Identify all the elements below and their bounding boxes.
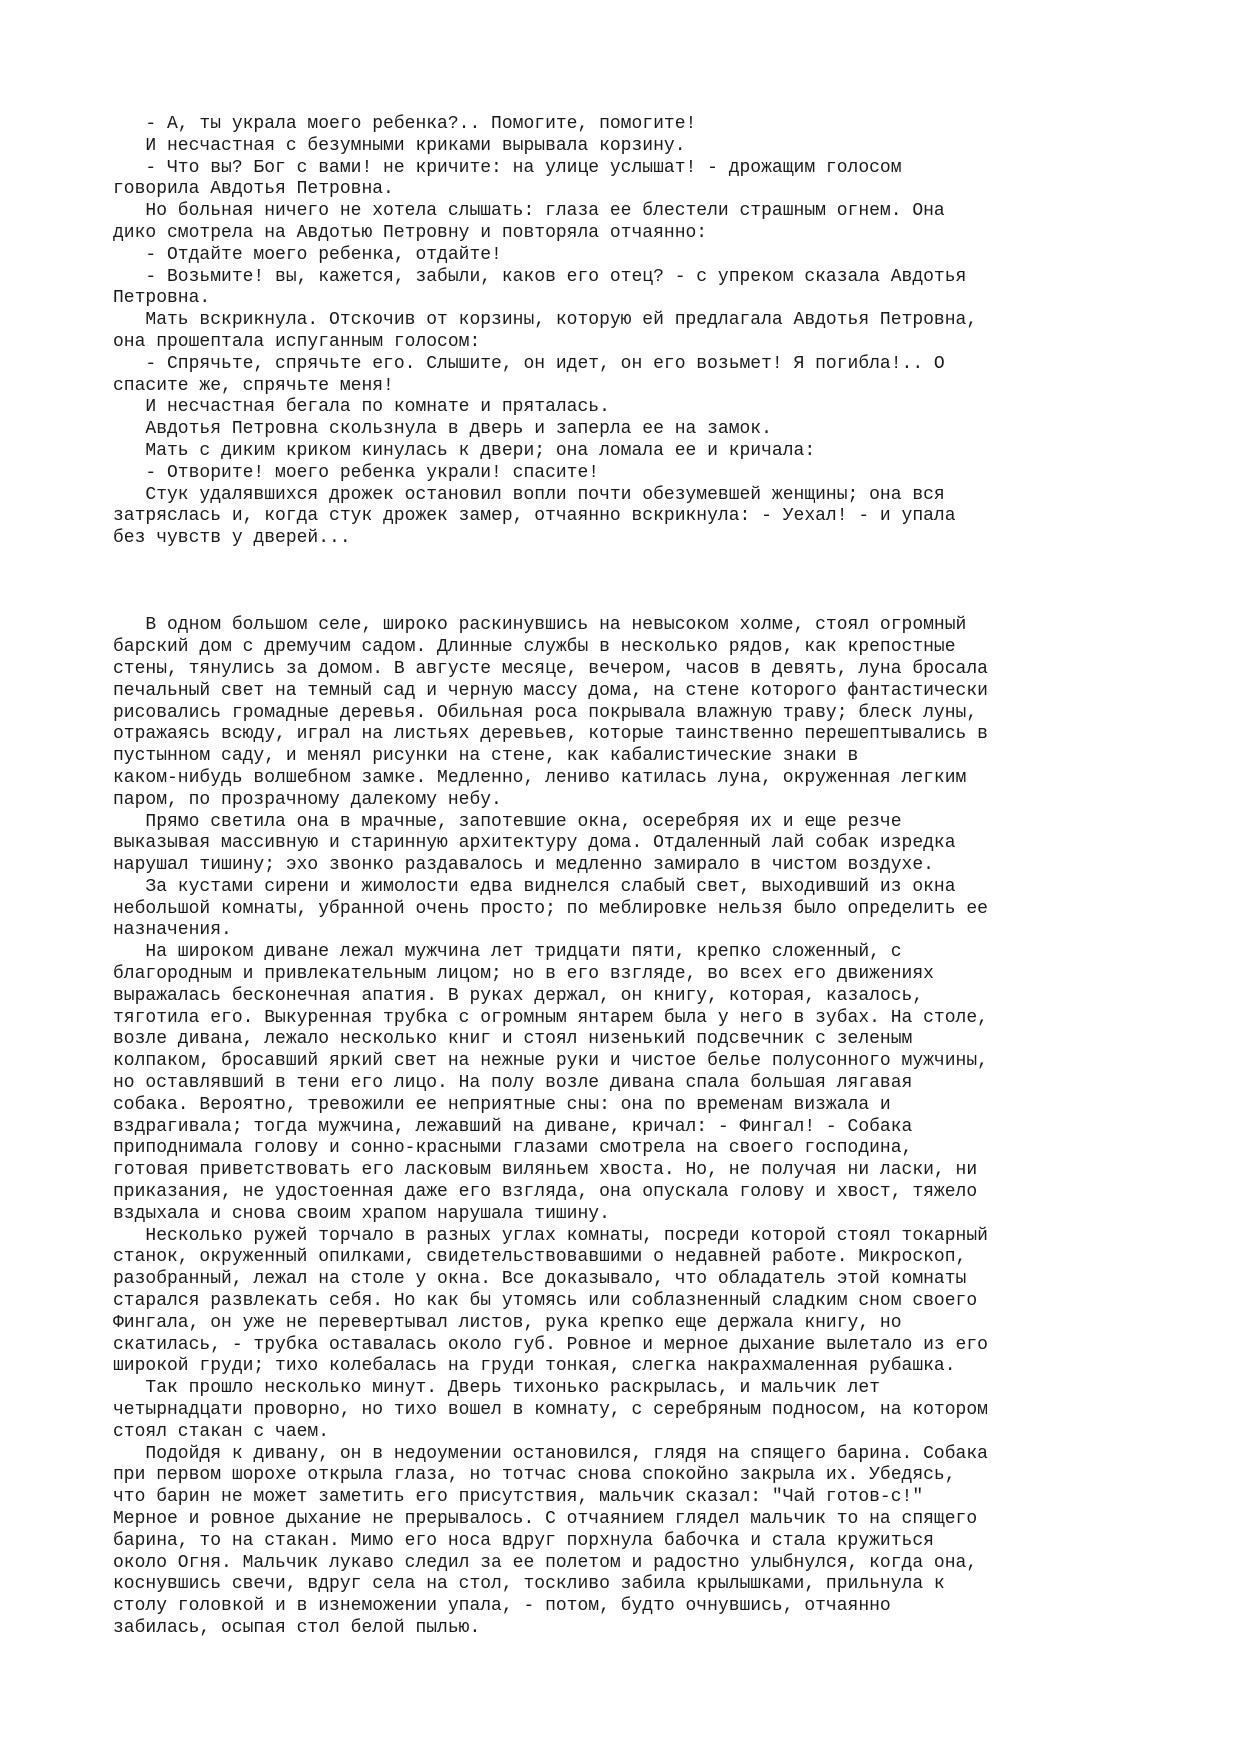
text-line: отражаясь всюду, играл на листьях деревьев, которые таинственно перешептывались в bbox=[113, 724, 988, 745]
text-line: Фингала, он уже не перевертывал листов, рука крепко еще держала книгу, но bbox=[113, 1312, 902, 1333]
text-line: - Спрячьте, спрячьте его. Слышите, он идет, он его возьмет! Я погибла!.. О bbox=[113, 353, 945, 374]
text-line: пустынном саду, и менял рисунки на стене, как кабалистические знаки в bbox=[113, 746, 859, 767]
text-line: приподнимала голову и сонно-красными глазами смотрела на своего господина, bbox=[113, 1138, 913, 1159]
text-section-1 bbox=[113, 114, 1173, 550]
text-line: приказания, не удостоенная даже его взгляда, она опускала голову и хвост, тяжело bbox=[113, 1182, 978, 1203]
text-line: около Огня. Мальчик лукаво следил за ее полетом и радостно улыбнулся, когда она, bbox=[113, 1552, 978, 1573]
text-line: вздыхала и снова своим храпом нарушала тишину. bbox=[113, 1203, 610, 1224]
text-line: Прямо светила она в мрачные, запотевшие окна, осеребряя их и еще резче bbox=[113, 811, 902, 832]
text-line: - Что вы? Бог с вами! не кричите: на улице услышат! - дрожащим голосом bbox=[113, 157, 902, 178]
text-line: она прошептала испуганным голосом: bbox=[113, 331, 481, 352]
text-line: стены, тянулись за домом. В августе месяце, вечером, часов в девять, луна бросала bbox=[113, 658, 988, 679]
text-line: благородным и привлекательным лицом; но в его взгляде, во всех его движениях bbox=[113, 964, 934, 985]
text-line: Стук удалявшихся дрожек остановил вопли почти обезумевшей женщины; она вся bbox=[113, 484, 945, 505]
text-line: Подойдя к дивану, он в недоумении остановился, глядя на спящего барина. Собака bbox=[113, 1443, 988, 1464]
text-line: паром, по прозрачному далекому небу. bbox=[113, 789, 502, 810]
text-line: печальный свет на темный сад и черную массу дома, на стене которого фантастически bbox=[113, 680, 988, 701]
text-section-2 bbox=[113, 615, 1173, 1639]
text-line: старался развлекать себя. Но как бы утомясь или соблазненный сладким сном своего bbox=[113, 1291, 978, 1312]
text-line: - Возьмите! вы, кажется, забыли, каков его отец? - с упреком сказала Авдотья bbox=[113, 266, 967, 287]
text-line: небольшой комнаты, убранной очень просто; по меблировке нельзя было определить ее bbox=[113, 898, 988, 919]
text-line: при первом шорохе открыла глаза, но тотчас снова спокойно закрыла их. Убедясь, bbox=[113, 1465, 956, 1486]
text-line: каком-нибудь волшебном замке. Медленно, лениво катилась луна, окруженная легким bbox=[113, 767, 967, 788]
section-gap bbox=[113, 550, 1173, 615]
text-line: - Отдайте моего ребенка, отдайте! bbox=[113, 244, 502, 265]
text-line: Так прошло несколько минут. Дверь тихонько раскрылась, и мальчик лет bbox=[113, 1378, 880, 1399]
text-line: И несчастная с безумными криками вырывала корзину. bbox=[113, 135, 686, 156]
text-line: столу головкой и в изнеможении упала, - потом, будто очнувшись, отчаянно bbox=[113, 1596, 891, 1617]
text-line: затряслась и, когда стук дрожек замер, отчаянно вскрикнула: - Уехал! - и упала bbox=[113, 506, 956, 527]
text-line: Петровна. bbox=[113, 288, 211, 309]
text-line: барина, то на стакан. Мимо его носа вдруг порхнула бабочка и стала кружиться bbox=[113, 1530, 934, 1551]
text-line: коснувшись свечи, вдруг села на стол, тоскливо забила крылышками, прильнула к bbox=[113, 1574, 945, 1595]
text-line: Мерное и ровное дыхание не прерывалось. С отчаянием глядел мальчик то на спящего bbox=[113, 1509, 978, 1529]
text-line: широкой груди; тихо колебалась на груди тонкая, слегка накрахмаленная рубашка. bbox=[113, 1356, 956, 1377]
text-line: тяготила его. Выкуренная трубка с огромным янтарем была у него в зубах. На столе, bbox=[113, 1007, 988, 1028]
document-page bbox=[113, 114, 1173, 1640]
text-line: В одном большом селе, широко раскинувшись на невысоком холме, стоял огромный bbox=[113, 615, 967, 636]
text-line: готовая приветствовать его ласковым виляньем хвоста. Но, не получая ни ласки, ни bbox=[113, 1160, 978, 1181]
text-line: выказывая массивную и старинную архитектуру дома. Отдаленный лай собак изредка bbox=[113, 833, 956, 854]
text-line: нарушал тишину; эхо звонко раздавалось и медленно замирало в чистом воздухе. bbox=[113, 855, 934, 876]
text-line: четырнадцати проворно, но тихо вошел в комнату, с серебряным подносом, на котором bbox=[113, 1400, 988, 1421]
text-line: барский дом с дремучим садом. Длинные службы в несколько рядов, как крепостные bbox=[113, 637, 956, 658]
text-line: без чувств у дверей... bbox=[113, 528, 351, 549]
text-line: Мать с диким криком кинулась к двери; она ломала ее и кричала: bbox=[113, 440, 816, 461]
text-line: назначения. bbox=[113, 920, 232, 941]
text-line: И несчастная бегала по комнате и пряталась. bbox=[113, 397, 610, 418]
text-line: Несколько ружей торчало в разных углах комнаты, посреди которой стоял токарный bbox=[113, 1225, 988, 1246]
text-line: спасите же, спрячьте меня! bbox=[113, 375, 394, 396]
text-line: Мать вскрикнула. Отскочив от корзины, которую ей предлагала Авдотья Петровна, bbox=[113, 310, 978, 331]
text-line: Авдотья Петровна скользнула в дверь и заперла ее на замок. bbox=[113, 419, 772, 440]
text-line: вздрагивала; тогда мужчина, лежавший на диване, кричал: - Фингал! - Собака bbox=[113, 1116, 913, 1137]
text-line: что барин не может заметить его присутствия, мальчик сказал: "Чай готов-с!" bbox=[113, 1487, 924, 1508]
text-line: скатилась, - трубка оставалась около губ. Ровное и мерное дыхание вылетало из его bbox=[113, 1334, 988, 1355]
text-line: говорила Авдотья Петровна. bbox=[113, 179, 394, 200]
text-line: станок, окруженный опилками, свидетельствовавшими о недавней работе. Микроскоп, bbox=[113, 1247, 967, 1268]
text-line: За кустами сирени и жимолости едва виднелся слабый свет, выходивший из окна bbox=[113, 876, 956, 897]
text-line: Но больная ничего не хотела слышать: глаза ее блестели страшным огнем. Она bbox=[113, 201, 945, 222]
text-line: стоял стакан с чаем. bbox=[113, 1421, 330, 1442]
text-line: - Отворите! моего ребенка украли! спасите! bbox=[113, 462, 600, 483]
text-line: возле дивана, лежало несколько книг и стоял низенький подсвечник с зеленым bbox=[113, 1029, 913, 1050]
text-line: На широком диване лежал мужчина лет тридцати пяти, крепко сложенный, с bbox=[113, 942, 902, 963]
text-line: рисовались громадные деревья. Обильная роса покрывала влажную траву; блеск луны, bbox=[113, 702, 978, 723]
text-line: - А, ты украла моего ребенка?.. Помогите, помогите! bbox=[113, 114, 697, 134]
text-line: забилась, осыпая стол белой пылью. bbox=[113, 1617, 481, 1638]
text-line: собака. Вероятно, тревожили ее неприятные сны: она по временам визжала и bbox=[113, 1094, 891, 1115]
text-line: разобранный, лежал на столе у окна. Все доказывало, что обладатель этой комнаты bbox=[113, 1269, 967, 1290]
text-line: но оставлявший в тени его лицо. На полу возле дивана спала большая лягавая bbox=[113, 1073, 913, 1094]
text-line: выражалась бесконечная апатия. В руках держал, он книгу, которая, казалось, bbox=[113, 985, 924, 1006]
text-line: дико смотрела на Авдотью Петровну и повторяла отчаянно: bbox=[113, 222, 708, 243]
text-line: колпаком, бросавший яркий свет на нежные руки и чистое белье полусонного мужчины, bbox=[113, 1051, 988, 1072]
